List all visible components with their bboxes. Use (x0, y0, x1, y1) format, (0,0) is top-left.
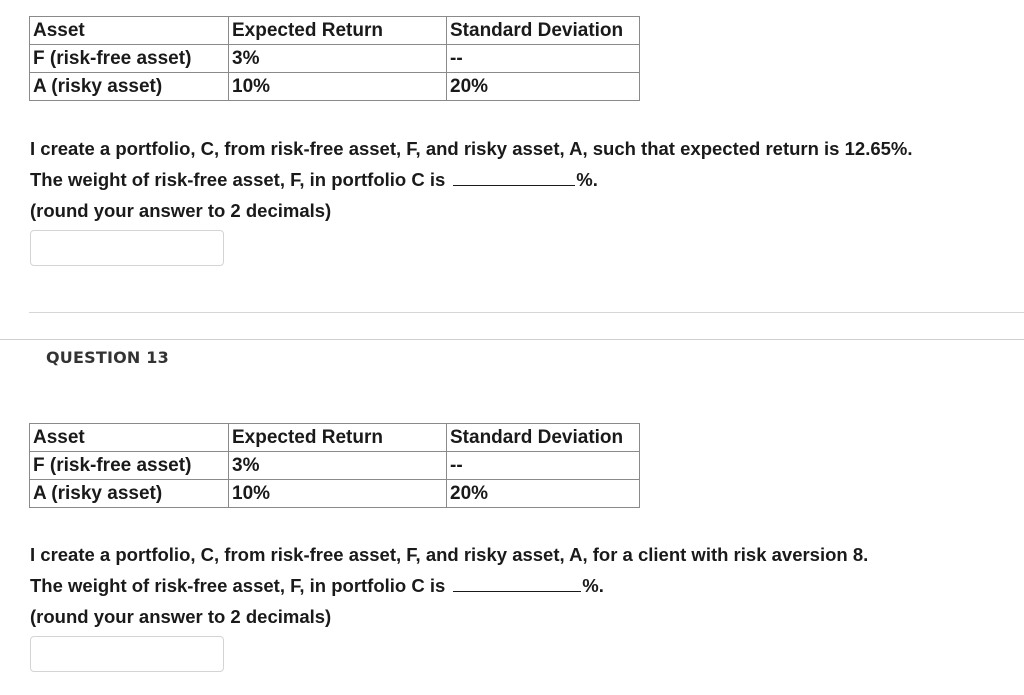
table-row (30, 480, 640, 508)
rounding-instruction: (round your answer to 2 decimals) (30, 606, 332, 627)
blank-line-prefix: The weight of risk-free asset, F, in portfolio C is (30, 169, 446, 190)
cell-standard-deviation: -- (447, 452, 640, 480)
asset-table-q12 (29, 16, 640, 101)
table-row (30, 73, 640, 101)
answer-input-q12[interactable] (30, 230, 224, 266)
header-asset: Asset (30, 17, 229, 45)
rounding-instruction: (round your answer to 2 decimals) (30, 200, 332, 221)
question-prompt: I create a portfolio, C, from risk-free asset, F, and risky asset, A, for a client with risk aversion 8. (30, 544, 869, 565)
answer-blank (453, 575, 581, 592)
question-prompt: I create a portfolio, C, from risk-free asset, F, and risky asset, A, such that expected return is 12.65%. (30, 138, 913, 159)
question-text-q13 (30, 539, 868, 632)
cell-expected-return: 10% (229, 73, 447, 101)
cell-asset-name: A (risky asset) (30, 480, 229, 508)
blank-line-suffix: %. (576, 169, 598, 190)
cell-expected-return: 3% (229, 452, 447, 480)
question-blank-line (30, 570, 868, 601)
cell-expected-return: 3% (229, 45, 447, 73)
table-header-row (30, 424, 640, 452)
answer-blank (453, 169, 575, 186)
header-standard-deviation: Standard Deviation (447, 17, 640, 45)
header-standard-deviation: Standard Deviation (447, 424, 640, 452)
header-expected-return: Expected Return (229, 17, 447, 45)
table-header-row (30, 17, 640, 45)
blank-line-suffix: %. (582, 575, 604, 596)
cell-expected-return: 10% (229, 480, 447, 508)
table-row (30, 452, 640, 480)
header-asset: Asset (30, 424, 229, 452)
answer-input-q13[interactable] (30, 636, 224, 672)
cell-standard-deviation: 20% (447, 73, 640, 101)
cell-standard-deviation: -- (447, 45, 640, 73)
blank-line-prefix: The weight of risk-free asset, F, in portfolio C is (30, 575, 446, 596)
table-row (30, 45, 640, 73)
question-blank-line (30, 164, 913, 195)
question-separator (0, 339, 1024, 340)
divider (29, 312, 1024, 313)
header-expected-return: Expected Return (229, 424, 447, 452)
question-heading-q13: QUESTION 13 (46, 348, 169, 367)
cell-asset-name: F (risk-free asset) (30, 45, 229, 73)
question-text-q12 (30, 133, 913, 226)
asset-table-q13 (29, 423, 640, 508)
cell-asset-name: F (risk-free asset) (30, 452, 229, 480)
cell-asset-name: A (risky asset) (30, 73, 229, 101)
cell-standard-deviation: 20% (447, 480, 640, 508)
